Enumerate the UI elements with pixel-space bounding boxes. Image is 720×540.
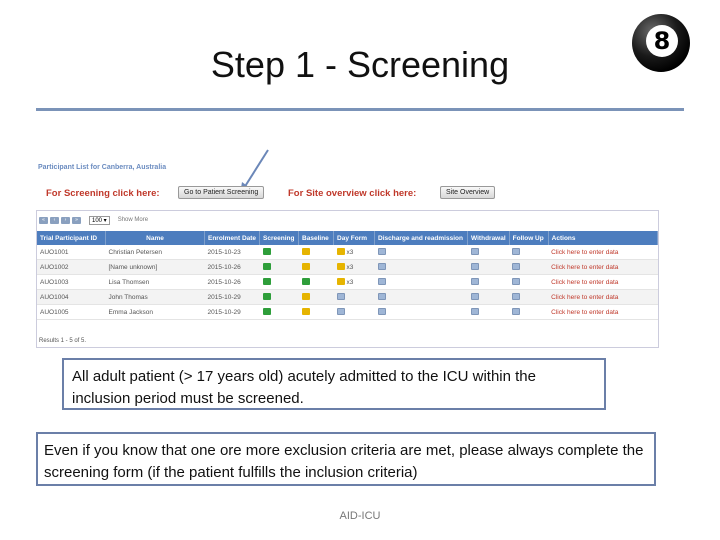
enter-data-link[interactable]: Click here to enter data (548, 275, 657, 290)
enter-data-link[interactable]: Click here to enter data (548, 260, 657, 275)
participant-list-title: Participant List for Canberra, Australia (38, 164, 167, 171)
baseline-status-icon[interactable] (302, 263, 310, 270)
dayform-cell (334, 305, 375, 320)
screening-cta-label: For Screening click here: (46, 188, 160, 199)
participant-name: John Thomas (106, 290, 205, 305)
discharge-cell (375, 290, 468, 305)
col-header[interactable]: Screening (260, 231, 299, 245)
dayform-count: x3 (346, 248, 354, 256)
dayform-status-icon[interactable] (337, 293, 345, 300)
participant-id: AUO1003 (37, 275, 106, 290)
participant-id: AUO1001 (37, 245, 106, 260)
col-header[interactable]: Actions (548, 231, 657, 245)
discharge-cell (375, 275, 468, 290)
followup-status-icon[interactable] (512, 248, 520, 255)
baseline-cell (299, 305, 334, 320)
dayform-status-icon[interactable] (337, 278, 345, 285)
screening-status-icon[interactable] (263, 263, 271, 270)
site-overview-cta-label: For Site overview click here: (288, 188, 417, 199)
participant-id: AUO1005 (37, 305, 106, 320)
followup-cell (509, 305, 548, 320)
screening-cell (260, 305, 299, 320)
participant-table-panel (36, 210, 659, 348)
next-page-icon[interactable]: › (61, 217, 70, 224)
followup-cell (509, 290, 548, 305)
col-header[interactable]: Withdrawal (468, 231, 510, 245)
enrolment-date: 2015-10-29 (205, 290, 260, 305)
enrolment-date: 2015-10-23 (205, 245, 260, 260)
participant-id: AUO1004 (37, 290, 106, 305)
withdrawal-cell (468, 305, 510, 320)
baseline-cell (299, 245, 334, 260)
enter-data-link[interactable]: Click here to enter data (548, 290, 657, 305)
page-size-select[interactable]: 100 ▾ (89, 216, 110, 225)
followup-cell (509, 275, 548, 290)
screening-cell (260, 260, 299, 275)
followup-status-icon[interactable] (512, 263, 520, 270)
screening-cell (260, 290, 299, 305)
discharge-cell (375, 245, 468, 260)
discharge-status-icon[interactable] (378, 293, 386, 300)
baseline-status-icon[interactable] (302, 248, 310, 255)
screening-status-icon[interactable] (263, 293, 271, 300)
followup-cell (509, 245, 548, 260)
table-row[interactable] (37, 245, 658, 260)
discharge-status-icon[interactable] (378, 308, 386, 315)
participant-name: Christian Petersen (106, 245, 205, 260)
pager (39, 215, 148, 225)
baseline-status-icon[interactable] (302, 278, 310, 285)
withdrawal-status-icon[interactable] (471, 293, 479, 300)
table-row[interactable] (37, 305, 658, 320)
enrolment-date: 2015-10-26 (205, 260, 260, 275)
dayform-count: x3 (346, 278, 354, 286)
baseline-cell (299, 275, 334, 290)
followup-status-icon[interactable] (512, 308, 520, 315)
eight-ball-number: 8 (646, 25, 678, 57)
participant-table (37, 231, 658, 320)
dayform-cell (334, 275, 375, 290)
enrolment-date: 2015-10-29 (205, 305, 260, 320)
exclusion-note: Even if you know that one ore more exclusion criteria are met, please always complete the screening form (if the patient fulfills the inclusion criteria) (36, 432, 656, 486)
slide-title: Step 1 - Screening (210, 44, 510, 85)
withdrawal-status-icon[interactable] (471, 248, 479, 255)
screening-status-icon[interactable] (263, 248, 271, 255)
enrolment-date: 2015-10-26 (205, 275, 260, 290)
dayform-count: x3 (346, 263, 354, 271)
screening-status-icon[interactable] (263, 278, 271, 285)
col-header[interactable]: Discharge and readmission (375, 231, 468, 245)
enter-data-link[interactable]: Click here to enter data (548, 305, 657, 320)
dayform-cell (334, 245, 375, 260)
followup-status-icon[interactable] (512, 278, 520, 285)
discharge-cell (375, 260, 468, 275)
screening-cell (260, 275, 299, 290)
last-page-icon[interactable]: » (72, 217, 81, 224)
discharge-cell (375, 305, 468, 320)
participant-id: AUO1002 (37, 260, 106, 275)
followup-status-icon[interactable] (512, 293, 520, 300)
participant-list-screenshot (36, 160, 657, 348)
col-header[interactable]: Name (106, 231, 205, 245)
baseline-cell (299, 260, 334, 275)
show-more-link[interactable]: Show More (117, 217, 149, 223)
eight-ball-logo (632, 14, 690, 72)
page-size-value: 100 (92, 217, 103, 224)
withdrawal-cell (468, 290, 510, 305)
slide-footer: AID-ICU (339, 510, 381, 522)
participant-name: [Name unknown] (106, 260, 205, 275)
withdrawal-cell (468, 245, 510, 260)
col-header[interactable]: Day Form (334, 231, 375, 245)
withdrawal-status-icon[interactable] (471, 263, 479, 270)
table-row[interactable] (37, 290, 658, 305)
inclusion-note: All adult patient (> 17 years old) acutely admitted to the ICU within the inclusion period must be screened. (62, 358, 606, 410)
col-header[interactable]: Trial Participant ID (37, 231, 106, 245)
discharge-status-icon[interactable] (378, 248, 386, 255)
baseline-status-icon[interactable] (302, 308, 310, 315)
participant-name: Lisa Thomsen (106, 275, 205, 290)
col-header[interactable]: Enrolment Date (205, 231, 260, 245)
table-row[interactable] (37, 275, 658, 290)
dayform-status-icon[interactable] (337, 248, 345, 255)
withdrawal-status-icon[interactable] (471, 308, 479, 315)
dayform-cell (334, 290, 375, 305)
dayform-status-icon[interactable] (337, 263, 345, 270)
enter-data-link[interactable]: Click here to enter data (548, 245, 657, 260)
participant-name: Emma Jackson (106, 305, 205, 320)
col-header[interactable]: Baseline (299, 231, 334, 245)
discharge-status-icon[interactable] (378, 263, 386, 270)
baseline-cell (299, 290, 334, 305)
screening-status-icon[interactable] (263, 308, 271, 315)
title-divider (36, 108, 684, 111)
withdrawal-cell (468, 260, 510, 275)
screening-cell (260, 245, 299, 260)
discharge-status-icon[interactable] (378, 278, 386, 285)
prev-page-icon[interactable]: ‹ (50, 217, 59, 224)
followup-cell (509, 260, 548, 275)
first-page-icon[interactable]: « (39, 217, 48, 224)
site-overview-button[interactable]: Site Overview (440, 186, 495, 199)
table-row[interactable] (37, 260, 658, 275)
withdrawal-status-icon[interactable] (471, 278, 479, 285)
dayform-status-icon[interactable] (337, 308, 345, 315)
withdrawal-cell (468, 275, 510, 290)
dayform-cell (334, 260, 375, 275)
table-header-row (37, 231, 658, 245)
col-header[interactable]: Follow Up (509, 231, 548, 245)
baseline-status-icon[interactable] (302, 293, 310, 300)
results-count: Results 1 - 5 of 5. (39, 338, 87, 344)
go-to-patient-screening-button[interactable]: Go to Patient Screening (178, 186, 264, 199)
